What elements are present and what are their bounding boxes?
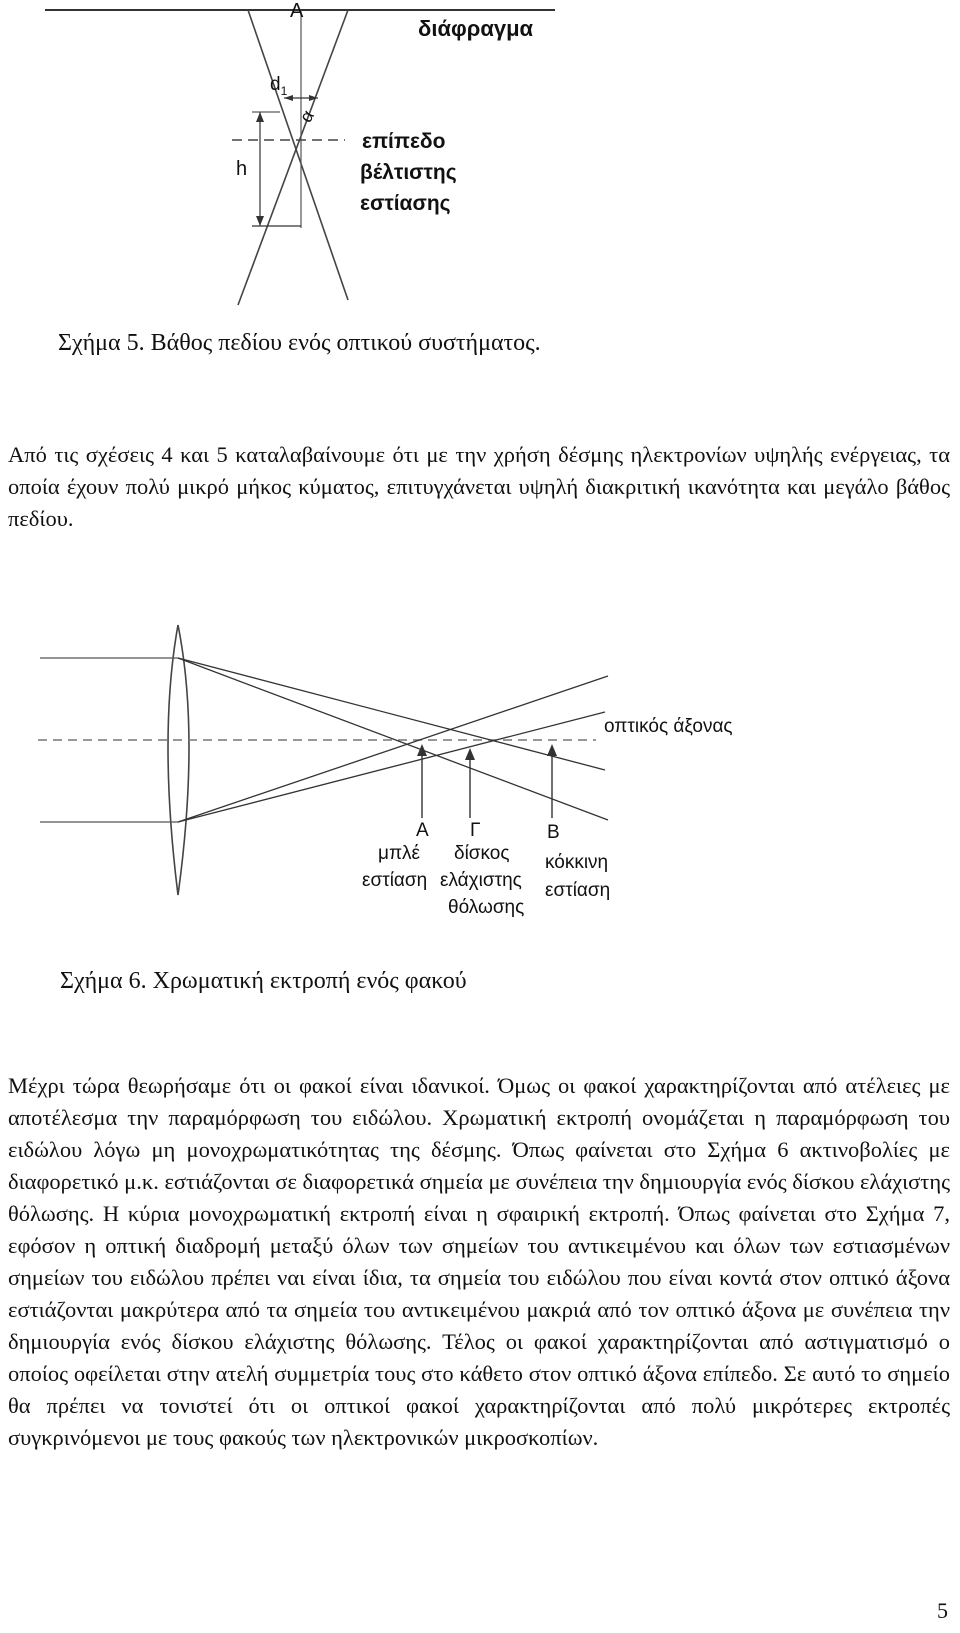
- page-number: 5: [937, 1598, 948, 1623]
- focus-plane-label-1: επίπεδο: [362, 130, 446, 153]
- point-g-letter: Γ: [470, 820, 481, 841]
- arrow-b-head: [547, 744, 557, 756]
- optical-axis-label: οπτικός άξονας: [604, 716, 733, 737]
- figure-5-caption: Σχήμα 5. Βάθος πεδίου ενός οπτικού συστήματος.: [58, 330, 541, 356]
- disc-label-1: δίσκος: [454, 843, 510, 864]
- h-label: h: [236, 158, 248, 180]
- point-a-label: A: [290, 0, 304, 22]
- alpha-label: α: [295, 106, 319, 126]
- red-focus-label-2: εστίαση: [545, 880, 611, 901]
- disc-label-3: θόλωσης: [448, 897, 525, 918]
- point-a-letter: A: [416, 820, 429, 841]
- diaphragm-label: διάφραγμα: [418, 16, 534, 41]
- d-symbol: d: [270, 74, 281, 95]
- blue-ray-top: [178, 658, 608, 820]
- red-focus-label-1: κόκκινη: [545, 852, 609, 873]
- blue-ray-bottom: [178, 676, 608, 822]
- figure-6-caption: Σχήμα 6. Χρωματική εκτροπή ενός φακού: [60, 968, 467, 994]
- point-b-letter: B: [547, 822, 560, 843]
- arrow-g-head: [465, 748, 475, 760]
- blue-focus-label-2: εστίαση: [362, 870, 428, 891]
- focus-plane-label-3: εστίασης: [360, 192, 451, 215]
- red-ray-bottom: [178, 712, 605, 822]
- focus-plane-label-2: βέλτιστης: [360, 161, 457, 184]
- arrow-a-head: [417, 744, 427, 756]
- red-ray-top: [178, 658, 605, 770]
- paragraph-1: Από τις σχέσεις 4 και 5 καταλαβαίνουμε ότι με την χρήση δέσμης ηλεκτρονίων υψηλής ενέργειας, τα οποία έχουν πολύ μικρό μήκος κύματος, επιτυγχάνεται υψηλή διακριτική ικανότητα και μεγάλο βάθος πεδίου.: [8, 442, 950, 531]
- disc-label-2: ελάχιστης: [440, 870, 522, 891]
- d-subscript: 1: [280, 83, 288, 98]
- paragraph-2: Μέχρι τώρα θεωρήσαμε ότι οι φακοί είναι ιδανικοί. Όμως οι φακοί χαρακτηρίζονται από ατέλειες με αποτέλεσμα την παραμόρφωση του ειδώλου. Χρωματική εκτροπή ονομάζεται η παραμόρφωση του ειδώλου λόγω μη μονοχρωματικότητας της δέσμης. Όπως φαίνεται στο Σχήμα 6 ακτινοβολίες με διαφορετικό μ.κ. εστιάζονται σε διαφορετικά σημεία με συνέπεια την δημιουργία ενός δίσκου ελάχιστης θόλωσης. Η κύρια μονοχρωματική εκτροπή είναι η σφαιρική εκτροπή. Όπως φαίνεται στο Σχήμα 7, εφόσον η οπτική διαδρομή μεταξύ όλων των σημείων του αντικειμένου και όλων των εστιασμένων σημείων του ειδώλου πρέπει ναι είναι ίδια, τα σημεία του ειδώλου που είναι κοντά στον οπτικό άξονα εστιάζονται μακρύτερα από τα σημεία του αντικειμένου μακριά από τον οπτικό άξονα με συνέπεια την δημιουργία ενός δίσκου ελάχιστης θόλωσης. Τέλος οι φακοί χαρακτηρίζονται από αστιγματισμό ο οποίος οφείλεται στην ατελή συμμετρία τους στο κάθετο στον οπτικό άξονα επίπεδο. Σε αυτό το σημείο θα πρέπει να τονιστεί ότι οι οπτικοί φακοί χαρακτηρίζονται από πολύ μικρότερες εκτροπές συγκρινόμενοι με τους φακούς των ηλεκτρονικών μικροσκοπίων.: [8, 1073, 950, 1450]
- lens-shape: [168, 625, 189, 895]
- blue-focus-label-1: μπλέ: [378, 843, 421, 864]
